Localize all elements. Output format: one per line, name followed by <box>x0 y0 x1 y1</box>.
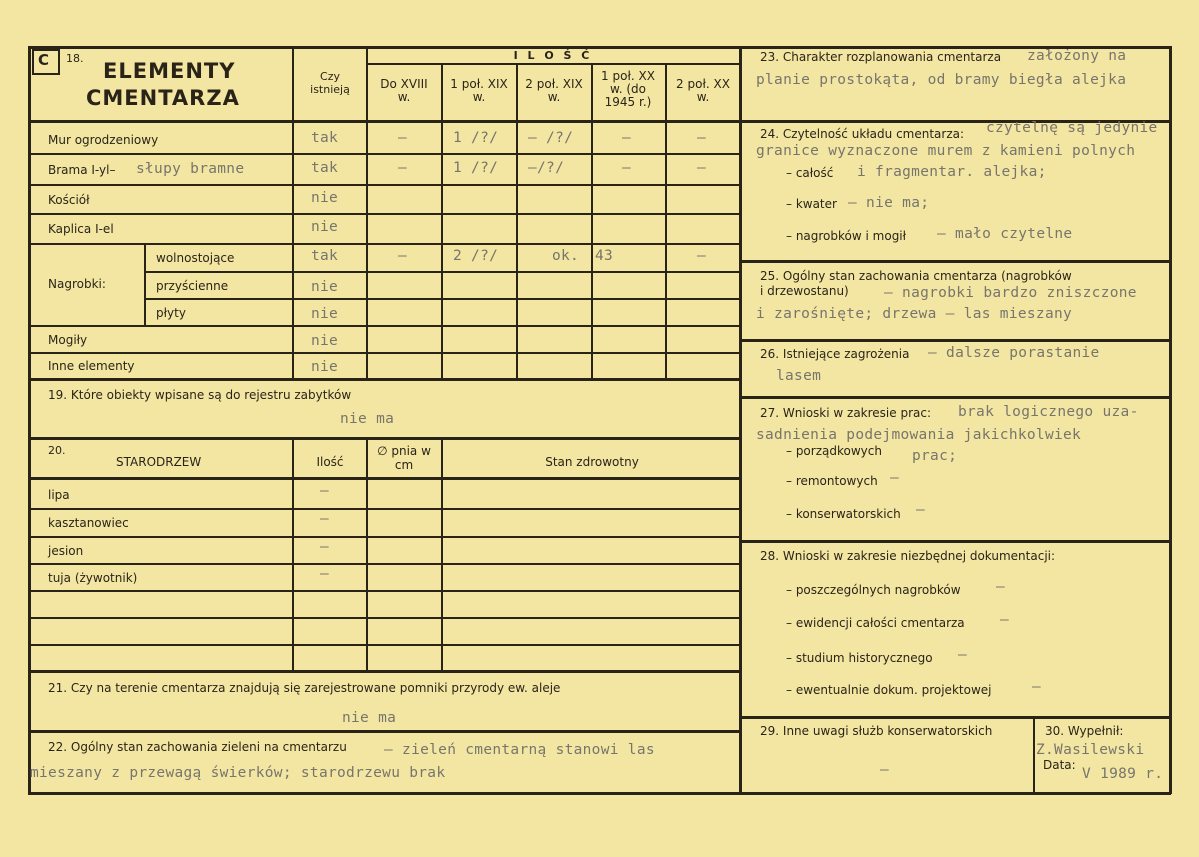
element-period-value: – <box>398 159 408 176</box>
element-row-label: przyścienne <box>156 278 229 293</box>
doc-item-value: – <box>1032 679 1042 695</box>
field-22-value-line2: mieszany z przewagą świerków; starodrzewu brak <box>30 765 446 781</box>
tree-row-divider <box>28 590 740 592</box>
element-row-divider <box>28 213 740 215</box>
element-row-label: wolnostojące <box>156 251 235 265</box>
frame-left <box>28 46 31 794</box>
field-29-value: – <box>880 762 890 778</box>
field-27-porz-label: – porządkowych <box>786 444 882 458</box>
element-period-value: 2 /?/ <box>453 248 499 264</box>
element-period-value: 1 /?/ <box>453 159 499 176</box>
field-30-date-label: Data: <box>1043 758 1076 772</box>
element-row-divider <box>146 271 740 273</box>
element-row-divider <box>146 298 740 300</box>
field-24-nagrobkow-value: – mało czytelne <box>937 226 1073 242</box>
field-26-value-line1: – dalsze porastanie <box>928 345 1100 361</box>
element-period-value: –/?/ <box>528 159 565 176</box>
field-25-top <box>739 260 1171 263</box>
col-line-p1 <box>366 46 368 378</box>
sd-col-qty: Ilość <box>316 455 344 469</box>
field-27-top <box>739 396 1171 399</box>
element-row-label: Kościół <box>48 192 90 207</box>
field-24-kwater-label: – kwater <box>786 197 837 211</box>
ilosc-divider <box>366 63 740 65</box>
col-line-p4 <box>591 64 593 378</box>
section-letter: C <box>38 51 50 69</box>
element-period-value: – <box>398 248 408 264</box>
sd-col-line-qty <box>292 437 294 671</box>
element-row-extra: słupy bramne <box>136 160 245 177</box>
tree-name: lipa <box>48 488 70 502</box>
element-exists-value: nie <box>311 332 339 349</box>
field-27-rem-value: – <box>890 470 900 486</box>
doc-item-label: – ewentualnie dokum. projektowej <box>786 683 992 697</box>
tree-name: tuja (żywotnik) <box>48 570 138 585</box>
col-line-p5 <box>665 64 667 378</box>
field-18-number: 18. <box>66 52 84 65</box>
element-exists-value: nie <box>311 278 339 295</box>
element-exists-value: nie <box>311 189 339 206</box>
element-period-value: ok. <box>552 248 580 264</box>
field-29-label: 29. Inne uwagi służb konserwatorskich <box>760 724 993 738</box>
element-exists-value: nie <box>311 219 339 235</box>
ilosc-header: I L O Ś Ć <box>513 49 593 62</box>
field-24-kwater-value: – nie ma; <box>848 195 930 211</box>
tree-name: kasztanowiec <box>48 516 129 530</box>
field-24-value-line2: granice wyznaczone murem z kamieni polnych <box>756 143 1136 159</box>
element-period-value: 43 <box>595 248 614 264</box>
tree-row-divider <box>28 536 740 538</box>
field-27-rem-label: – remontowych <box>786 474 878 488</box>
field-27-value-line2: sadnienia podejmowania jakichkolwiek <box>756 427 1082 443</box>
field-27-value-line1: brak logicznego uza- <box>958 404 1139 420</box>
nagrobki-group-label: Nagrobki: <box>48 277 106 291</box>
field-30-date-value: V 1989 r. <box>1082 766 1164 782</box>
tree-qty: – <box>320 483 330 499</box>
element-row-label: Inne elementy <box>48 359 135 373</box>
element-exists-value: tak <box>311 248 339 264</box>
field-28-top <box>739 540 1171 543</box>
field-24-nagrobkow-label: – nagrobków i mogił <box>786 229 907 243</box>
field-23-value-line1: założony na <box>1027 48 1127 64</box>
element-period-value: – <box>697 159 707 176</box>
field-19-label: 19. Które obiekty wpisane są do rejestru zabytków <box>48 388 352 402</box>
sd-header-bottom <box>28 477 740 480</box>
tree-row-divider <box>28 644 740 646</box>
field-25-value-line1: – nagrobki bardzo zniszczone <box>884 285 1137 301</box>
tree-row-divider <box>28 617 740 619</box>
element-row-label: Mogiły <box>48 332 88 347</box>
element-exists-value: tak <box>311 159 339 176</box>
sd-col-line-diam <box>366 437 368 671</box>
period-header-5: 2 poł. XX w. <box>676 77 730 104</box>
doc-item-value: – <box>1000 612 1010 628</box>
tree-row-divider <box>28 563 740 565</box>
element-period-value: – <box>697 248 707 264</box>
col-line-p2 <box>441 64 443 378</box>
field-23-value-line2: planie prostokąta, od bramy biegła alejka <box>756 72 1127 88</box>
field-26-label: 26. Istniejące zagrożenia <box>760 347 910 361</box>
tree-qty: – <box>320 511 330 527</box>
column-divider <box>739 46 742 794</box>
element-row-label: płyty <box>156 305 186 320</box>
field-30-label: 30. Wypełnił: <box>1045 724 1124 738</box>
sd-col-line-health <box>441 437 443 671</box>
element-exists-value: nie <box>311 359 339 375</box>
doc-item-value: – <box>958 647 968 663</box>
period-header-2: 1 poł. XIX w. <box>450 77 508 104</box>
element-period-value: 1 /?/ <box>453 129 499 146</box>
elements-title-line1: ELEMENTY <box>103 59 236 83</box>
period-header-3: 2 poł. XIX w. <box>525 77 583 104</box>
element-exists-value: tak <box>311 129 339 146</box>
tree-name: jesion <box>48 543 84 558</box>
field-23-label: 23. Charakter rozplanowania cmentarza <box>760 50 1002 64</box>
element-row-label: Kaplica I-el <box>48 222 114 236</box>
col-line-exists <box>292 46 294 378</box>
field-27-kons-value: – <box>916 502 926 518</box>
field-19-top <box>28 378 740 381</box>
frame-top <box>28 46 1171 49</box>
doc-item-value: – <box>996 579 1006 595</box>
frame-right <box>1169 46 1172 794</box>
field-22-top <box>28 730 740 733</box>
field-26-top <box>739 339 1171 342</box>
field-28-label: 28. Wnioski w zakresie niezbędnej dokumentacji: <box>760 549 1056 563</box>
doc-item-label: – ewidencji całości cmentarza <box>786 616 965 630</box>
field-21-top <box>28 670 740 673</box>
element-period-value: – <box>697 129 707 146</box>
doc-item-label: – studium historycznego <box>786 651 933 665</box>
element-row-divider <box>28 153 740 155</box>
elements-title-line2: CMENTARZA <box>86 86 240 110</box>
element-row-divider <box>28 325 740 327</box>
nagrobki-group-divider <box>144 243 146 325</box>
element-period-value: – <box>622 129 632 146</box>
field-26-value-line2: lasem <box>776 368 822 384</box>
field-27-kons-label: – konserwatorskich <box>786 507 901 521</box>
sd-col-health: Stan zdrowotny <box>545 455 639 469</box>
field-24-calosc-label: – całość <box>786 166 834 180</box>
field-21-value: nie ma <box>342 710 397 726</box>
field-24-value-line1: czytelnę są jedynie <box>986 120 1158 136</box>
doc-item-label: – poszczególnych nagrobków <box>786 583 961 597</box>
element-period-value: – <box>622 159 632 176</box>
tree-qty: – <box>320 565 330 582</box>
field-19-value: nie ma <box>340 411 395 427</box>
field-25-value-line2: i zarośnięte; drzewa – las mieszany <box>756 306 1073 322</box>
period-header-4: 1 poł. XX w. (do 1945 r.) <box>601 69 655 109</box>
field-27-label: 27. Wnioski w zakresie prac: <box>760 406 932 420</box>
sd-col-diam: ∅ pnia w cm <box>377 444 431 472</box>
col-line-p3 <box>516 64 518 378</box>
field-30-divider <box>1033 716 1035 794</box>
element-row-divider <box>28 352 740 354</box>
field-29-top <box>739 716 1171 719</box>
element-row-label: Brama I-yl– <box>48 162 116 177</box>
tree-row-divider <box>28 508 740 510</box>
period-header-1: Do XVIII w. <box>380 77 428 104</box>
element-row-divider <box>28 243 740 245</box>
field-20-number: 20. <box>48 444 66 457</box>
field-25-label-line1: 25. Ogólny stan zachowania cmentarza (nagrobków <box>760 269 1072 283</box>
tree-qty: – <box>320 538 330 555</box>
header-bottom-line <box>28 120 740 123</box>
col-exists-header: Czy istnieją <box>310 70 350 96</box>
field-21-label: 21. Czy na terenie cmentarza znajdują się zarejestrowane pomniki przyrody ew. aleje <box>48 681 561 695</box>
element-row-divider <box>28 184 740 186</box>
field-25-label-line2: i drzewostanu) <box>760 284 849 298</box>
field-24-calosc-value: i fragmentar. alejka; <box>857 164 1047 180</box>
field-24-label: 24. Czytelność układu cmentarza: <box>760 127 965 141</box>
field-20-top <box>28 437 740 440</box>
starodrzew-title: STARODRZEW <box>116 455 202 469</box>
frame-bottom <box>28 792 1171 795</box>
element-period-value: – <box>398 129 408 146</box>
field-27-value-line3: prac; <box>912 448 958 464</box>
element-exists-value: nie <box>311 305 339 322</box>
element-period-value: – /?/ <box>528 129 574 146</box>
field-30-value: Z.Wasilewski <box>1036 742 1145 758</box>
element-row-label: Mur ogrodzeniowy <box>48 132 159 147</box>
field-22-value-line1: – zieleń cmentarną stanowi las <box>384 742 655 758</box>
field-22-label: 22. Ogólny stan zachowania zieleni na cmentarzu <box>48 740 347 754</box>
